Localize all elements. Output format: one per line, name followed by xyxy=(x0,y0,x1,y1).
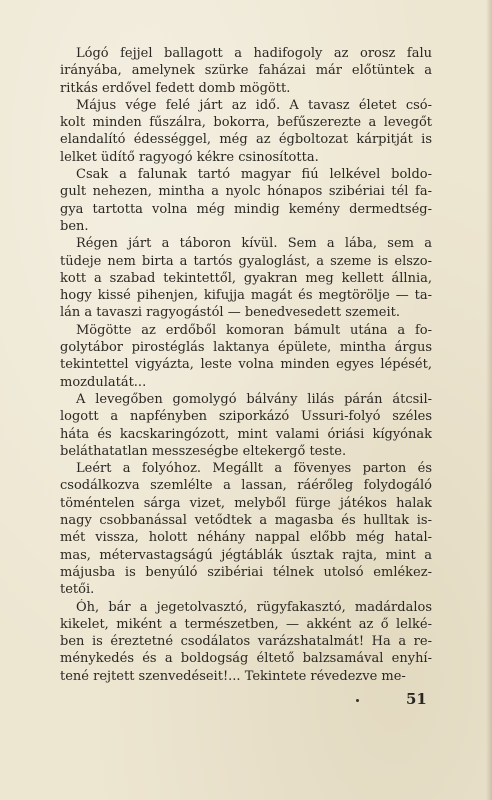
text-line: elandalító édességgel, még az égboltozat kárpitját is xyxy=(60,132,432,148)
text-line: gult nehezen, mintha a nyolc hónapos szibériai tél fa- xyxy=(60,184,432,200)
text-line: mas, métervastagságú jégtáblák úsztak rajta, mint a xyxy=(60,547,432,563)
paragraph xyxy=(60,97,432,166)
text-line: tetői. xyxy=(60,582,95,598)
text-line: ben is éreztetné csodálatos varázshatalmát! Ha a re- xyxy=(60,634,432,650)
paragraph xyxy=(60,599,432,685)
text-line: beláthatatlan messzeségbe eltekergő teste. xyxy=(60,443,347,459)
text-line: ritkás erdővel fedett domb mögött. xyxy=(60,80,291,96)
text-line: ben. xyxy=(60,218,89,234)
text-line: kolt minden fűszálra, bokorra, befűszerezte a levegőt xyxy=(60,115,432,131)
text-line: kikelet, miként a természetben, — akként az ő lelké- xyxy=(60,616,432,632)
text-line: tekintettel vigyázta, leste volna minden egyes lépését, xyxy=(60,357,432,373)
text-line: csodálkozva szemlélte a lassan, ráérőleg folydogáló xyxy=(60,478,432,494)
text-line: májusba is benyúló szibériai télnek utolsó emlékez- xyxy=(60,564,432,580)
text-line: töméntelen sárga vizet, melyből fürge játékos halak xyxy=(60,495,432,511)
page-edge-shadow xyxy=(486,0,492,800)
text-line: gya tartotta volna még mindig kemény dermedtség- xyxy=(60,201,432,217)
text-line: Leért a folyóhoz. Megállt a fövenyes parton és xyxy=(76,461,432,477)
text-line: nagy csobbanással vetődtek a magasba és hulltak is- xyxy=(60,513,432,529)
text-line: Csak a falunak tartó magyar fiú lelkével boldo- xyxy=(76,167,432,183)
text-line: golytábor pirostéglás laktanya épülete, mintha árgus xyxy=(60,340,432,356)
text-line: Lógó fejjel ballagott a hadifogoly az orosz falu xyxy=(76,46,432,61)
ink-speck xyxy=(356,699,359,702)
paragraph xyxy=(60,45,432,97)
text-line: Mögötte az erdőből komoran bámult utána a fo- xyxy=(76,322,432,338)
text-line: Régen járt a táboron kívül. Sem a lába, sem a xyxy=(76,236,432,252)
text-line: lán a tavaszi ragyogástól — benedvesedett szemeit. xyxy=(60,305,400,321)
text-line: logott a napfényben sziporkázó Ussuri-folyó széles xyxy=(60,409,432,425)
page-number: 51 xyxy=(406,690,427,708)
text-line: tené rejtett szenvedéseit!... Tekintete révedezve me- xyxy=(60,668,406,684)
text-line: mozdulatát... xyxy=(60,374,147,390)
paragraph xyxy=(60,322,432,391)
text-line: hogy kissé pihenjen, kifujja magát és megtörölje — ta- xyxy=(60,288,432,304)
body-text xyxy=(60,45,432,685)
text-line: irányába, amelynek szürke faházai már előtüntek a xyxy=(60,63,432,79)
text-line: lelket üdítő ragyogó kékre csinosította. xyxy=(60,149,319,165)
paragraph xyxy=(60,391,432,460)
paragraph xyxy=(60,235,432,321)
text-line: A levegőben gomolygó bálvány lilás párán átcsil- xyxy=(76,391,432,407)
text-line: ménykedés és a boldogság éltető balzsamával enyhí- xyxy=(60,651,432,667)
text-line: mét vissza, holott néhány nappal előbb még hatal- xyxy=(60,530,432,546)
text-line: Május vége felé járt az idő. A tavasz életet csó- xyxy=(76,97,432,113)
paragraph xyxy=(60,166,432,235)
text-line: háta és kacskaringózott, mint valami óriási kígyónak xyxy=(60,426,432,442)
text-line: tüdeje nem birta a tartós gyaloglást, a szeme is elszo- xyxy=(60,253,432,269)
text-line: Óh, bár a jegetolvasztó, rügyfakasztó, madárdalos xyxy=(76,599,432,615)
text-line: kott a szabad tekintettől, gyakran meg kellett állnia, xyxy=(60,270,432,286)
paragraph xyxy=(60,460,432,598)
